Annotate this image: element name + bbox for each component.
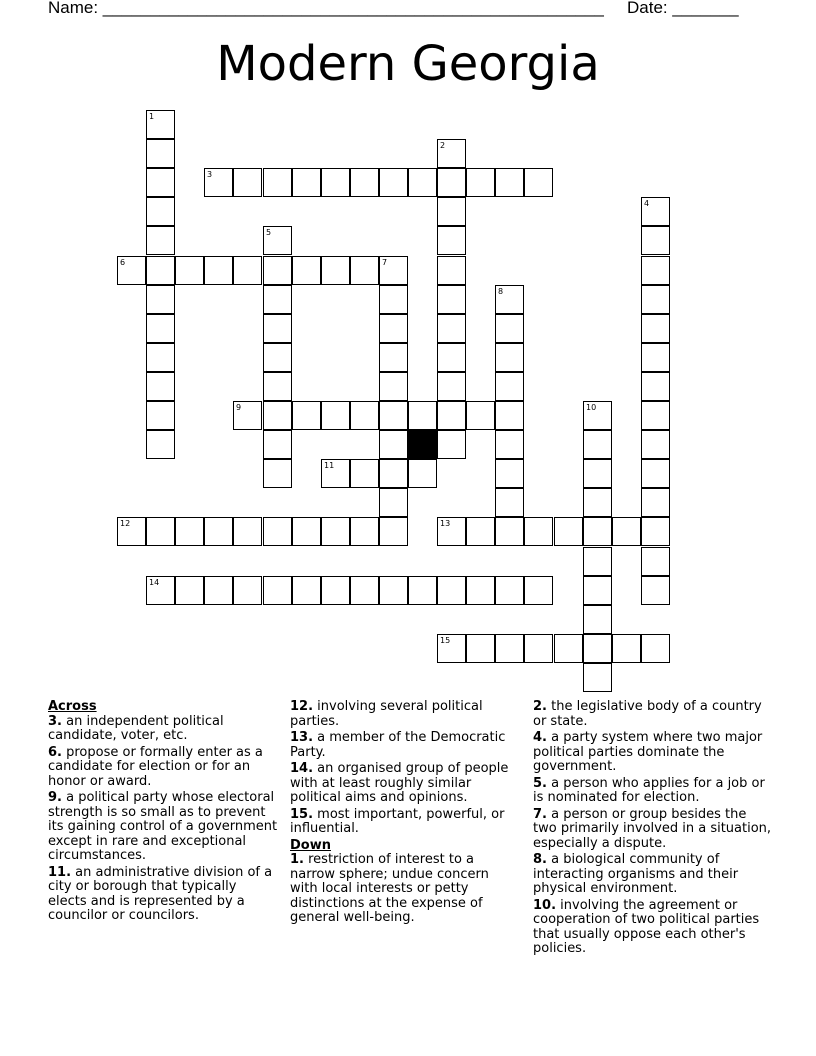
clues-column-2 xyxy=(290,700,518,928)
clue-number: 10. xyxy=(533,897,557,913)
grid-cell[interactable] xyxy=(379,168,408,197)
grid-cell[interactable] xyxy=(641,488,670,517)
grid-cell[interactable] xyxy=(233,168,262,197)
grid-cell[interactable] xyxy=(292,168,321,197)
grid-cell[interactable] xyxy=(583,459,612,488)
down-heading: Down xyxy=(290,837,331,853)
clue-text: an organised group of people with at least roughly similar political aims and opinions. xyxy=(290,761,509,805)
grid-cell[interactable] xyxy=(641,314,670,343)
clue-text: an administrative division of a city or borough that typically elects and is represented by a councilor or councilors. xyxy=(48,864,273,923)
grid-cell[interactable] xyxy=(437,401,466,430)
down-clue xyxy=(533,731,773,775)
grid-cell[interactable] xyxy=(641,401,670,430)
grid-cell[interactable] xyxy=(641,372,670,401)
grid-cell[interactable] xyxy=(437,576,466,605)
grid-cell[interactable] xyxy=(321,576,350,605)
across-clue xyxy=(48,866,278,924)
down-clue xyxy=(533,808,773,852)
grid-cell[interactable] xyxy=(379,256,408,285)
grid-cell[interactable] xyxy=(379,459,408,488)
grid-cell[interactable] xyxy=(379,343,408,372)
clue-number: 8. xyxy=(533,852,547,867)
grid-cell[interactable] xyxy=(583,488,612,517)
grid-cell[interactable] xyxy=(321,168,350,197)
clue-number: 14. xyxy=(290,761,314,776)
grid-cell[interactable] xyxy=(554,517,583,546)
grid-cell[interactable] xyxy=(583,634,612,663)
grid-cell[interactable] xyxy=(263,285,292,314)
grid-cell[interactable] xyxy=(641,517,670,546)
header xyxy=(0,0,816,24)
down-clue xyxy=(290,853,518,926)
grid-cell[interactable] xyxy=(146,343,175,372)
grid-cell[interactable] xyxy=(350,576,379,605)
grid-cell[interactable] xyxy=(233,517,262,546)
grid-cell[interactable] xyxy=(146,372,175,401)
grid-cell[interactable] xyxy=(146,314,175,343)
grid-cell[interactable] xyxy=(233,576,262,605)
grid-cell[interactable] xyxy=(379,285,408,314)
date-field[interactable]: Date: _______ xyxy=(627,0,739,17)
grid-cell[interactable] xyxy=(495,634,524,663)
grid-cell[interactable] xyxy=(379,372,408,401)
grid-cell[interactable] xyxy=(263,226,292,255)
grid-cell[interactable] xyxy=(437,197,466,226)
clue-number-label: 9 xyxy=(236,403,242,412)
clue-number-label: 1 xyxy=(149,112,155,121)
grid-cell[interactable] xyxy=(437,343,466,372)
grid-cell[interactable] xyxy=(408,401,437,430)
grid-cell[interactable] xyxy=(641,634,670,663)
grid-cell[interactable] xyxy=(641,547,670,576)
grid-cell[interactable] xyxy=(292,401,321,430)
grid-cell[interactable] xyxy=(233,256,262,285)
clue-number: 7. xyxy=(533,806,547,822)
grid-cell[interactable] xyxy=(204,168,233,197)
clues-column-3 xyxy=(533,700,773,959)
grid-cell[interactable] xyxy=(495,343,524,372)
across-clue xyxy=(290,700,518,729)
clue-number-label: 7 xyxy=(382,258,388,267)
grid-cell[interactable] xyxy=(146,139,175,168)
clue-number-label: 3 xyxy=(207,170,213,179)
clue-number-label: 10 xyxy=(586,403,597,412)
grid-cell[interactable] xyxy=(263,343,292,372)
clue-number-label: 14 xyxy=(149,578,160,587)
grid-cell[interactable] xyxy=(408,459,437,488)
grid-cell[interactable] xyxy=(583,517,612,546)
grid-cell[interactable] xyxy=(466,576,495,605)
grid-cell[interactable] xyxy=(495,430,524,459)
across-clue xyxy=(48,791,278,864)
grid-cell[interactable] xyxy=(204,576,233,605)
grid-cell[interactable] xyxy=(146,576,175,605)
grid-cell[interactable] xyxy=(350,256,379,285)
grid-cell[interactable] xyxy=(641,256,670,285)
clue-number: 12. xyxy=(290,699,314,714)
grid-cell[interactable] xyxy=(146,197,175,226)
grid-cell[interactable] xyxy=(146,256,175,285)
clue-number-label: 8 xyxy=(498,287,504,296)
clue-text: involving several political parties. xyxy=(290,699,483,729)
clue-text: a party system where two major political parties dominate the government. xyxy=(533,730,763,774)
clue-number-label: 13 xyxy=(440,519,451,528)
grid-cell[interactable] xyxy=(263,459,292,488)
grid-cell[interactable] xyxy=(146,226,175,255)
grid-cell[interactable] xyxy=(292,576,321,605)
grid-cell[interactable] xyxy=(495,517,524,546)
clue-text: propose or formally enter as a candidate for election or for an honor or award. xyxy=(48,744,263,789)
across-clue xyxy=(290,731,518,760)
grid-cell[interactable] xyxy=(583,430,612,459)
grid-cell[interactable] xyxy=(379,576,408,605)
grid-cell[interactable] xyxy=(612,634,641,663)
clue-number-label: 4 xyxy=(644,199,650,208)
grid-cell[interactable] xyxy=(263,168,292,197)
grid-cell[interactable] xyxy=(495,285,524,314)
grid-cell[interactable] xyxy=(495,459,524,488)
across-clue xyxy=(290,762,518,806)
grid-block xyxy=(408,430,437,459)
grid-cell[interactable] xyxy=(466,401,495,430)
grid-cell[interactable] xyxy=(146,517,175,546)
down-clue xyxy=(533,777,773,806)
grid-cell[interactable] xyxy=(263,576,292,605)
grid-cell[interactable] xyxy=(321,256,350,285)
clue-number: 13. xyxy=(290,730,314,745)
down-clue xyxy=(533,853,773,897)
grid-cell[interactable] xyxy=(641,343,670,372)
grid-cell[interactable] xyxy=(437,285,466,314)
grid-cell[interactable] xyxy=(495,488,524,517)
grid-cell[interactable] xyxy=(379,430,408,459)
clue-number: 9. xyxy=(48,790,62,805)
clue-number: 15. xyxy=(290,806,314,822)
grid-cell[interactable] xyxy=(524,634,553,663)
grid-cell[interactable] xyxy=(495,372,524,401)
grid-cell[interactable] xyxy=(408,168,437,197)
clue-text: a biological community of interacting organisms and their physical environment. xyxy=(533,852,739,896)
grid-cell[interactable] xyxy=(263,372,292,401)
grid-cell[interactable] xyxy=(146,285,175,314)
grid-cell[interactable] xyxy=(524,168,553,197)
clue-text: a person who applies for a job or is nominated for election. xyxy=(533,775,765,805)
grid-cell[interactable] xyxy=(350,459,379,488)
grid-cell[interactable] xyxy=(641,576,670,605)
grid-cell[interactable] xyxy=(466,634,495,663)
clue-text: the legislative body of a country or state. xyxy=(533,699,762,729)
grid-cell[interactable] xyxy=(437,139,466,168)
clue-number: 4. xyxy=(533,730,547,745)
clue-number: 6. xyxy=(48,744,62,760)
grid-cell[interactable] xyxy=(263,430,292,459)
grid-cell[interactable] xyxy=(117,256,146,285)
clue-number: 1. xyxy=(290,852,304,867)
grid-cell[interactable] xyxy=(379,401,408,430)
grid-cell[interactable] xyxy=(146,430,175,459)
grid-cell[interactable] xyxy=(583,401,612,430)
grid-cell[interactable] xyxy=(321,517,350,546)
grid-cell[interactable] xyxy=(321,459,350,488)
grid-cell[interactable] xyxy=(554,634,583,663)
grid-cell[interactable] xyxy=(233,401,262,430)
clue-text: involving the agreement or cooperation of two political parties that usually oppose each other's policies. xyxy=(533,897,760,956)
grid-cell[interactable] xyxy=(437,430,466,459)
grid-cell[interactable] xyxy=(495,576,524,605)
clue-number: 2. xyxy=(533,699,547,714)
grid-cell[interactable] xyxy=(175,576,204,605)
grid-cell[interactable] xyxy=(641,197,670,226)
grid-cell[interactable] xyxy=(641,430,670,459)
grid-cell[interactable] xyxy=(263,401,292,430)
grid-cell[interactable] xyxy=(175,256,204,285)
clue-number-label: 5 xyxy=(266,228,272,237)
clues-column-1 xyxy=(48,700,278,926)
grid-cell[interactable] xyxy=(321,401,350,430)
grid-cell[interactable] xyxy=(146,110,175,139)
grid-cell[interactable] xyxy=(583,576,612,605)
grid-cell[interactable] xyxy=(495,314,524,343)
grid-cell[interactable] xyxy=(175,517,204,546)
grid-cell[interactable] xyxy=(204,517,233,546)
grid-cell[interactable] xyxy=(350,168,379,197)
down-clue xyxy=(533,899,773,957)
clue-text: restriction of interest to a narrow sphere; undue concern with local interests or petty distinctions at the expense of general well-being. xyxy=(290,852,489,925)
name-field[interactable]: Name: _____________________________________________________ xyxy=(48,0,604,17)
grid-cell[interactable] xyxy=(524,576,553,605)
grid-cell[interactable] xyxy=(146,168,175,197)
grid-cell[interactable] xyxy=(495,168,524,197)
grid-cell[interactable] xyxy=(437,634,466,663)
across-clue xyxy=(48,746,278,790)
grid-cell[interactable] xyxy=(379,488,408,517)
grid-cell[interactable] xyxy=(641,226,670,255)
clue-text: an independent political candidate, voter, etc. xyxy=(48,713,224,743)
grid-cell[interactable] xyxy=(641,285,670,314)
grid-cell[interactable] xyxy=(379,517,408,546)
clue-text: most important, powerful, or influential. xyxy=(290,806,505,836)
clue-number-label: 6 xyxy=(120,258,126,267)
grid-cell[interactable] xyxy=(437,256,466,285)
grid-cell[interactable] xyxy=(263,256,292,285)
grid-cell[interactable] xyxy=(437,314,466,343)
grid-cell[interactable] xyxy=(146,401,175,430)
grid-cell[interactable] xyxy=(350,517,379,546)
clue-number: 11. xyxy=(48,864,72,880)
clue-number-label: 2 xyxy=(440,141,446,150)
grid-cell[interactable] xyxy=(612,517,641,546)
across-clue xyxy=(290,808,518,837)
across-heading: Across xyxy=(48,699,97,714)
grid-cell[interactable] xyxy=(437,226,466,255)
grid-cell[interactable] xyxy=(466,168,495,197)
clue-number: 3. xyxy=(48,713,62,729)
clue-number-label: 15 xyxy=(440,636,451,645)
clue-number-label: 12 xyxy=(120,519,131,528)
across-clue xyxy=(48,715,278,744)
page-title: Modern Georgia xyxy=(216,36,600,92)
grid-cell[interactable] xyxy=(524,517,553,546)
grid-cell[interactable] xyxy=(437,372,466,401)
grid-cell[interactable] xyxy=(292,517,321,546)
grid-cell[interactable] xyxy=(408,576,437,605)
grid-cell[interactable] xyxy=(204,256,233,285)
grid-cell[interactable] xyxy=(292,256,321,285)
grid-cell[interactable] xyxy=(263,517,292,546)
clue-text: a member of the Democratic Party. xyxy=(290,730,506,760)
grid-cell[interactable] xyxy=(495,401,524,430)
grid-cell[interactable] xyxy=(641,459,670,488)
grid-cell[interactable] xyxy=(466,517,495,546)
grid-cell[interactable] xyxy=(583,547,612,576)
clue-text: a person or group besides the two primarily involved in a situation, especially a dispute. xyxy=(533,806,772,851)
grid-cell[interactable] xyxy=(379,314,408,343)
grid-cell[interactable] xyxy=(117,517,146,546)
clue-text: a political party whose electoral strength is so small as to prevent its gaining control of a government except in rare and exceptional circumstances. xyxy=(48,790,278,863)
grid-cell[interactable] xyxy=(583,663,612,692)
grid-cell[interactable] xyxy=(437,517,466,546)
grid-cell[interactable] xyxy=(263,314,292,343)
grid-cell[interactable] xyxy=(437,168,466,197)
down-clue xyxy=(533,700,773,729)
grid-cell[interactable] xyxy=(350,401,379,430)
clue-number-label: 11 xyxy=(324,461,335,470)
clue-number: 5. xyxy=(533,775,547,791)
grid-cell[interactable] xyxy=(583,605,612,634)
